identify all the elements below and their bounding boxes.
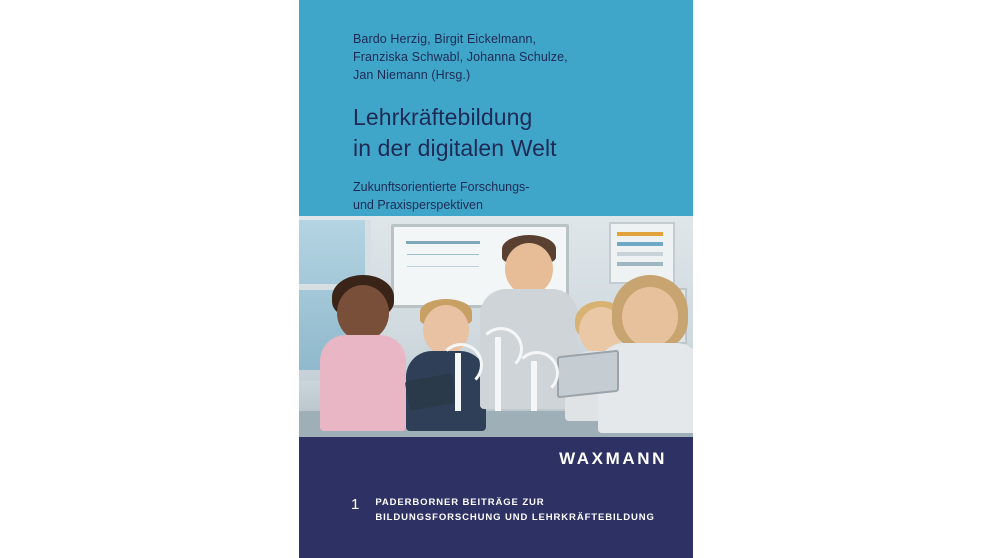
editors-list <box>353 30 659 84</box>
publisher-logo: WAXMANN <box>559 449 667 468</box>
wind-turbine-model-1 <box>455 353 461 411</box>
book-subtitle <box>353 178 659 214</box>
cover-photograph <box>299 216 693 437</box>
subtitle-line-1: Zukunftsorientierte Forschungs- <box>353 180 530 194</box>
wind-turbine-model-2 <box>495 337 501 411</box>
head-shape <box>622 287 678 347</box>
subtitle-line-2: und Praxisperspektiven <box>353 198 483 212</box>
series-line-2: BILDUNGSFORSCHUNG UND LEHRKRÄFTEBILDUNG <box>375 512 655 523</box>
cover-top-band <box>299 0 693 216</box>
cover-bottom-band <box>299 437 693 558</box>
editor-line-1: Bardo Herzig, Birgit Eickelmann, <box>353 32 537 46</box>
body-shape <box>320 335 406 431</box>
laptop-shape <box>557 350 619 399</box>
series-info <box>351 495 655 525</box>
wind-turbine-model-3 <box>531 361 537 411</box>
editor-line-3: Jan Niemann (Hrsg.) <box>353 68 471 82</box>
book-cover <box>299 0 693 558</box>
editor-line-2: Franziska Schwabl, Johanna Schulze, <box>353 50 568 64</box>
title-line-1: Lehrkräftebildung <box>353 104 533 130</box>
series-title <box>375 495 654 525</box>
title-line-2: in der digitalen Welt <box>353 135 557 161</box>
head-shape <box>505 243 553 295</box>
student-figure-1 <box>317 279 409 429</box>
book-title <box>353 102 659 164</box>
head-shape <box>337 285 389 341</box>
series-line-1: PADERBORNER BEITRÄGE ZUR <box>375 497 545 508</box>
series-number: 1 <box>351 496 360 513</box>
